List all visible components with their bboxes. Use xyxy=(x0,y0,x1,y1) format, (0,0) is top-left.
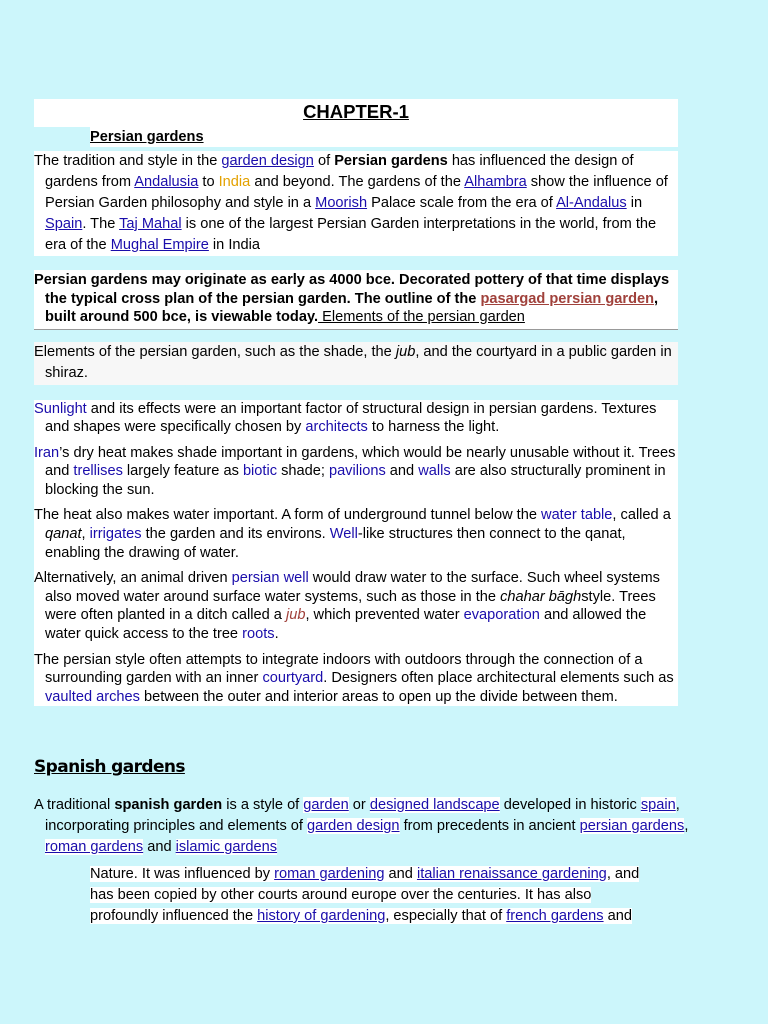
text: , xyxy=(81,526,90,543)
link-walls[interactable]: walls xyxy=(418,463,451,480)
text: . xyxy=(274,626,279,643)
link-vaulted-arches[interactable]: vaulted arches xyxy=(45,688,140,705)
text: to xyxy=(198,174,219,190)
link-designed-landscape[interactable]: designed landscape xyxy=(369,797,500,813)
link-well[interactable]: Well xyxy=(329,526,358,543)
link-sunlight[interactable]: Sunlight xyxy=(34,400,87,417)
paragraph-persian-origin xyxy=(34,270,678,329)
text: the garden and its environs. xyxy=(141,526,330,543)
text: from precedents in ancient xyxy=(399,818,580,834)
italic-jub: jub xyxy=(395,343,416,360)
text: of xyxy=(313,153,335,169)
link-spain[interactable]: spain xyxy=(640,797,676,813)
text: The persian style often attempts to integrate indoors with outdoors through the connection of a surrounding garden with an inner xyxy=(34,651,643,687)
paragraph-iran-heat xyxy=(34,444,678,500)
link-roman-gardening[interactable]: roman gardening xyxy=(274,866,385,882)
text: Nature. It was influenced by xyxy=(90,866,275,882)
link-trellises[interactable]: trellises xyxy=(73,463,123,480)
paragraph-persian-intro xyxy=(34,151,678,256)
text: , especially that of xyxy=(385,908,507,924)
chapter-content xyxy=(34,99,678,706)
section-heading-persian xyxy=(90,127,678,147)
text: , and has been copied by other courts around europe over the centuries. It has also profoundly influenced the xyxy=(90,866,640,924)
link-india[interactable]: India xyxy=(218,174,251,190)
text: , incorporating principles and elements of xyxy=(45,797,680,834)
bold-text: Persian gardens may originate as early as 4000 bce. Decorated pottery of that time displays the typical cross plan of the persian garden. The outline of the xyxy=(34,272,670,307)
text: are also structurally prominent in blocking the sun. xyxy=(45,463,666,498)
link-persian-well[interactable]: persian well xyxy=(231,570,309,587)
link-italian-renaissance-gardening[interactable]: italian renaissance gardening xyxy=(416,866,607,882)
text: largely feature as xyxy=(122,463,243,480)
text: The tradition and style in the xyxy=(34,153,222,169)
link-garden-design[interactable]: garden design xyxy=(307,818,400,834)
text: and xyxy=(143,839,176,855)
section-heading-spanish: Spanish gardens xyxy=(34,757,185,777)
text: Elements of the persian garden, such as the shade, the xyxy=(34,343,396,360)
link-pavilions[interactable]: pavilions xyxy=(328,463,386,480)
paragraph-persian-well xyxy=(34,569,678,643)
text: shade; xyxy=(277,463,329,480)
bold-persian-gardens: Persian gardens xyxy=(334,153,448,169)
text: show the influence of Persian Garden philosophy and style in a xyxy=(45,174,668,211)
text: Alternatively, an animal driven xyxy=(34,570,232,587)
text: and xyxy=(603,908,632,924)
persian-details-block xyxy=(34,400,678,707)
horizontal-rule xyxy=(34,329,678,330)
link-history-of-gardening[interactable]: history of gardening xyxy=(257,908,386,924)
text: developed in historic xyxy=(499,797,641,813)
link-al-andalus[interactable]: Al-Andalus xyxy=(556,195,627,211)
link-alhambra[interactable]: Alhambra xyxy=(464,174,527,190)
text: The heat also makes water important. A form of underground tunnel below the xyxy=(34,507,542,524)
link-architects[interactable]: architects xyxy=(305,419,368,436)
text: A traditional xyxy=(34,797,115,813)
link-garden[interactable]: garden xyxy=(303,797,349,813)
text: in xyxy=(626,195,643,211)
text: between the outer and interior areas to open up the divide between them. xyxy=(139,688,618,705)
link-jub[interactable]: jub xyxy=(285,607,306,624)
text: is a style of xyxy=(222,797,304,813)
text: to harness the light. xyxy=(367,419,500,436)
link-water-table[interactable]: water table xyxy=(541,507,613,524)
text: Elements of the persian garden xyxy=(318,309,525,325)
text: is one of the largest Persian Garden interpretations in the world, from the era of the xyxy=(45,216,657,253)
bold-text: , built around 500 bce, is viewable today. xyxy=(45,290,659,325)
text: -like structures then connect to the qanat, enabling the drawing of water. xyxy=(45,526,626,561)
link-biotic[interactable]: biotic xyxy=(242,463,278,480)
text: . The xyxy=(82,216,120,232)
text: and allowed the water quick access to the tree xyxy=(45,607,647,643)
link-courtyard[interactable]: courtyard xyxy=(262,670,324,687)
link-andalusia[interactable]: Andalusia xyxy=(134,174,199,190)
link-spain[interactable]: Spain xyxy=(45,216,83,232)
link-iran[interactable]: Iran xyxy=(34,444,60,461)
text: in India xyxy=(208,237,260,253)
text: or xyxy=(348,797,370,813)
text: and xyxy=(384,866,417,882)
link-roman-gardens[interactable]: roman gardens xyxy=(45,839,144,855)
text: , and the courtyard in a public garden in shiraz. xyxy=(45,343,672,381)
chapter-title: CHAPTER-1 xyxy=(34,99,678,127)
text: ’s dry heat makes shade important in gardens, which would be nearly unusable without it. Trees and xyxy=(45,444,676,480)
paragraph-sunlight xyxy=(34,400,678,437)
link-mughal-empire[interactable]: Mughal Empire xyxy=(110,237,209,253)
link-french-gardens[interactable]: french gardens xyxy=(506,908,604,924)
paragraph-spanish-nature xyxy=(90,864,660,927)
text: would draw water to the surface. Such wheel systems also moved water around surface water systems, such as those in the xyxy=(45,570,660,605)
link-irrigates[interactable]: irrigates xyxy=(89,526,142,543)
link-roots[interactable]: roots xyxy=(242,626,275,643)
link-pasargad-persian-garden[interactable]: pasargad persian garden xyxy=(480,290,655,307)
bold-spanish-garden: spanish garden xyxy=(114,797,223,813)
paragraph-spanish-intro xyxy=(34,795,689,858)
link-persian-gardens[interactable]: persian gardens xyxy=(579,818,685,834)
text: Palace scale from the era of xyxy=(367,195,557,211)
link-taj-mahal[interactable]: Taj Mahal xyxy=(119,216,182,232)
text: and its effects were an important factor of structural design in persian gardens. Textures and shapes were specifically chosen by xyxy=(45,400,657,436)
text: , which prevented water xyxy=(305,607,464,624)
italic-chahar-bagh: chahar bāgh xyxy=(500,588,582,605)
italic-qanat: qanat xyxy=(45,526,82,543)
text: and beyond. The gardens of the xyxy=(250,174,465,190)
spacer xyxy=(34,385,678,400)
text: style. Trees were often planted in a ditch called a xyxy=(45,588,656,624)
text: , called a xyxy=(612,507,671,524)
text: and xyxy=(385,463,419,480)
link-islamic-gardens[interactable]: islamic gardens xyxy=(175,839,278,855)
section-heading-text: Persian gardens xyxy=(90,129,204,145)
text: . Designers often place architectural elements such as xyxy=(323,670,674,687)
text: has influenced the design of gardens from xyxy=(45,153,634,190)
paragraph-water xyxy=(34,506,678,562)
paragraph-indoor-outdoor xyxy=(34,651,678,707)
link-evaporation[interactable]: evaporation xyxy=(463,607,540,624)
link-garden-design[interactable]: garden design xyxy=(221,153,314,169)
text: , xyxy=(684,818,689,834)
paragraph-elements xyxy=(34,342,678,385)
link-moorish[interactable]: Moorish xyxy=(315,195,368,211)
